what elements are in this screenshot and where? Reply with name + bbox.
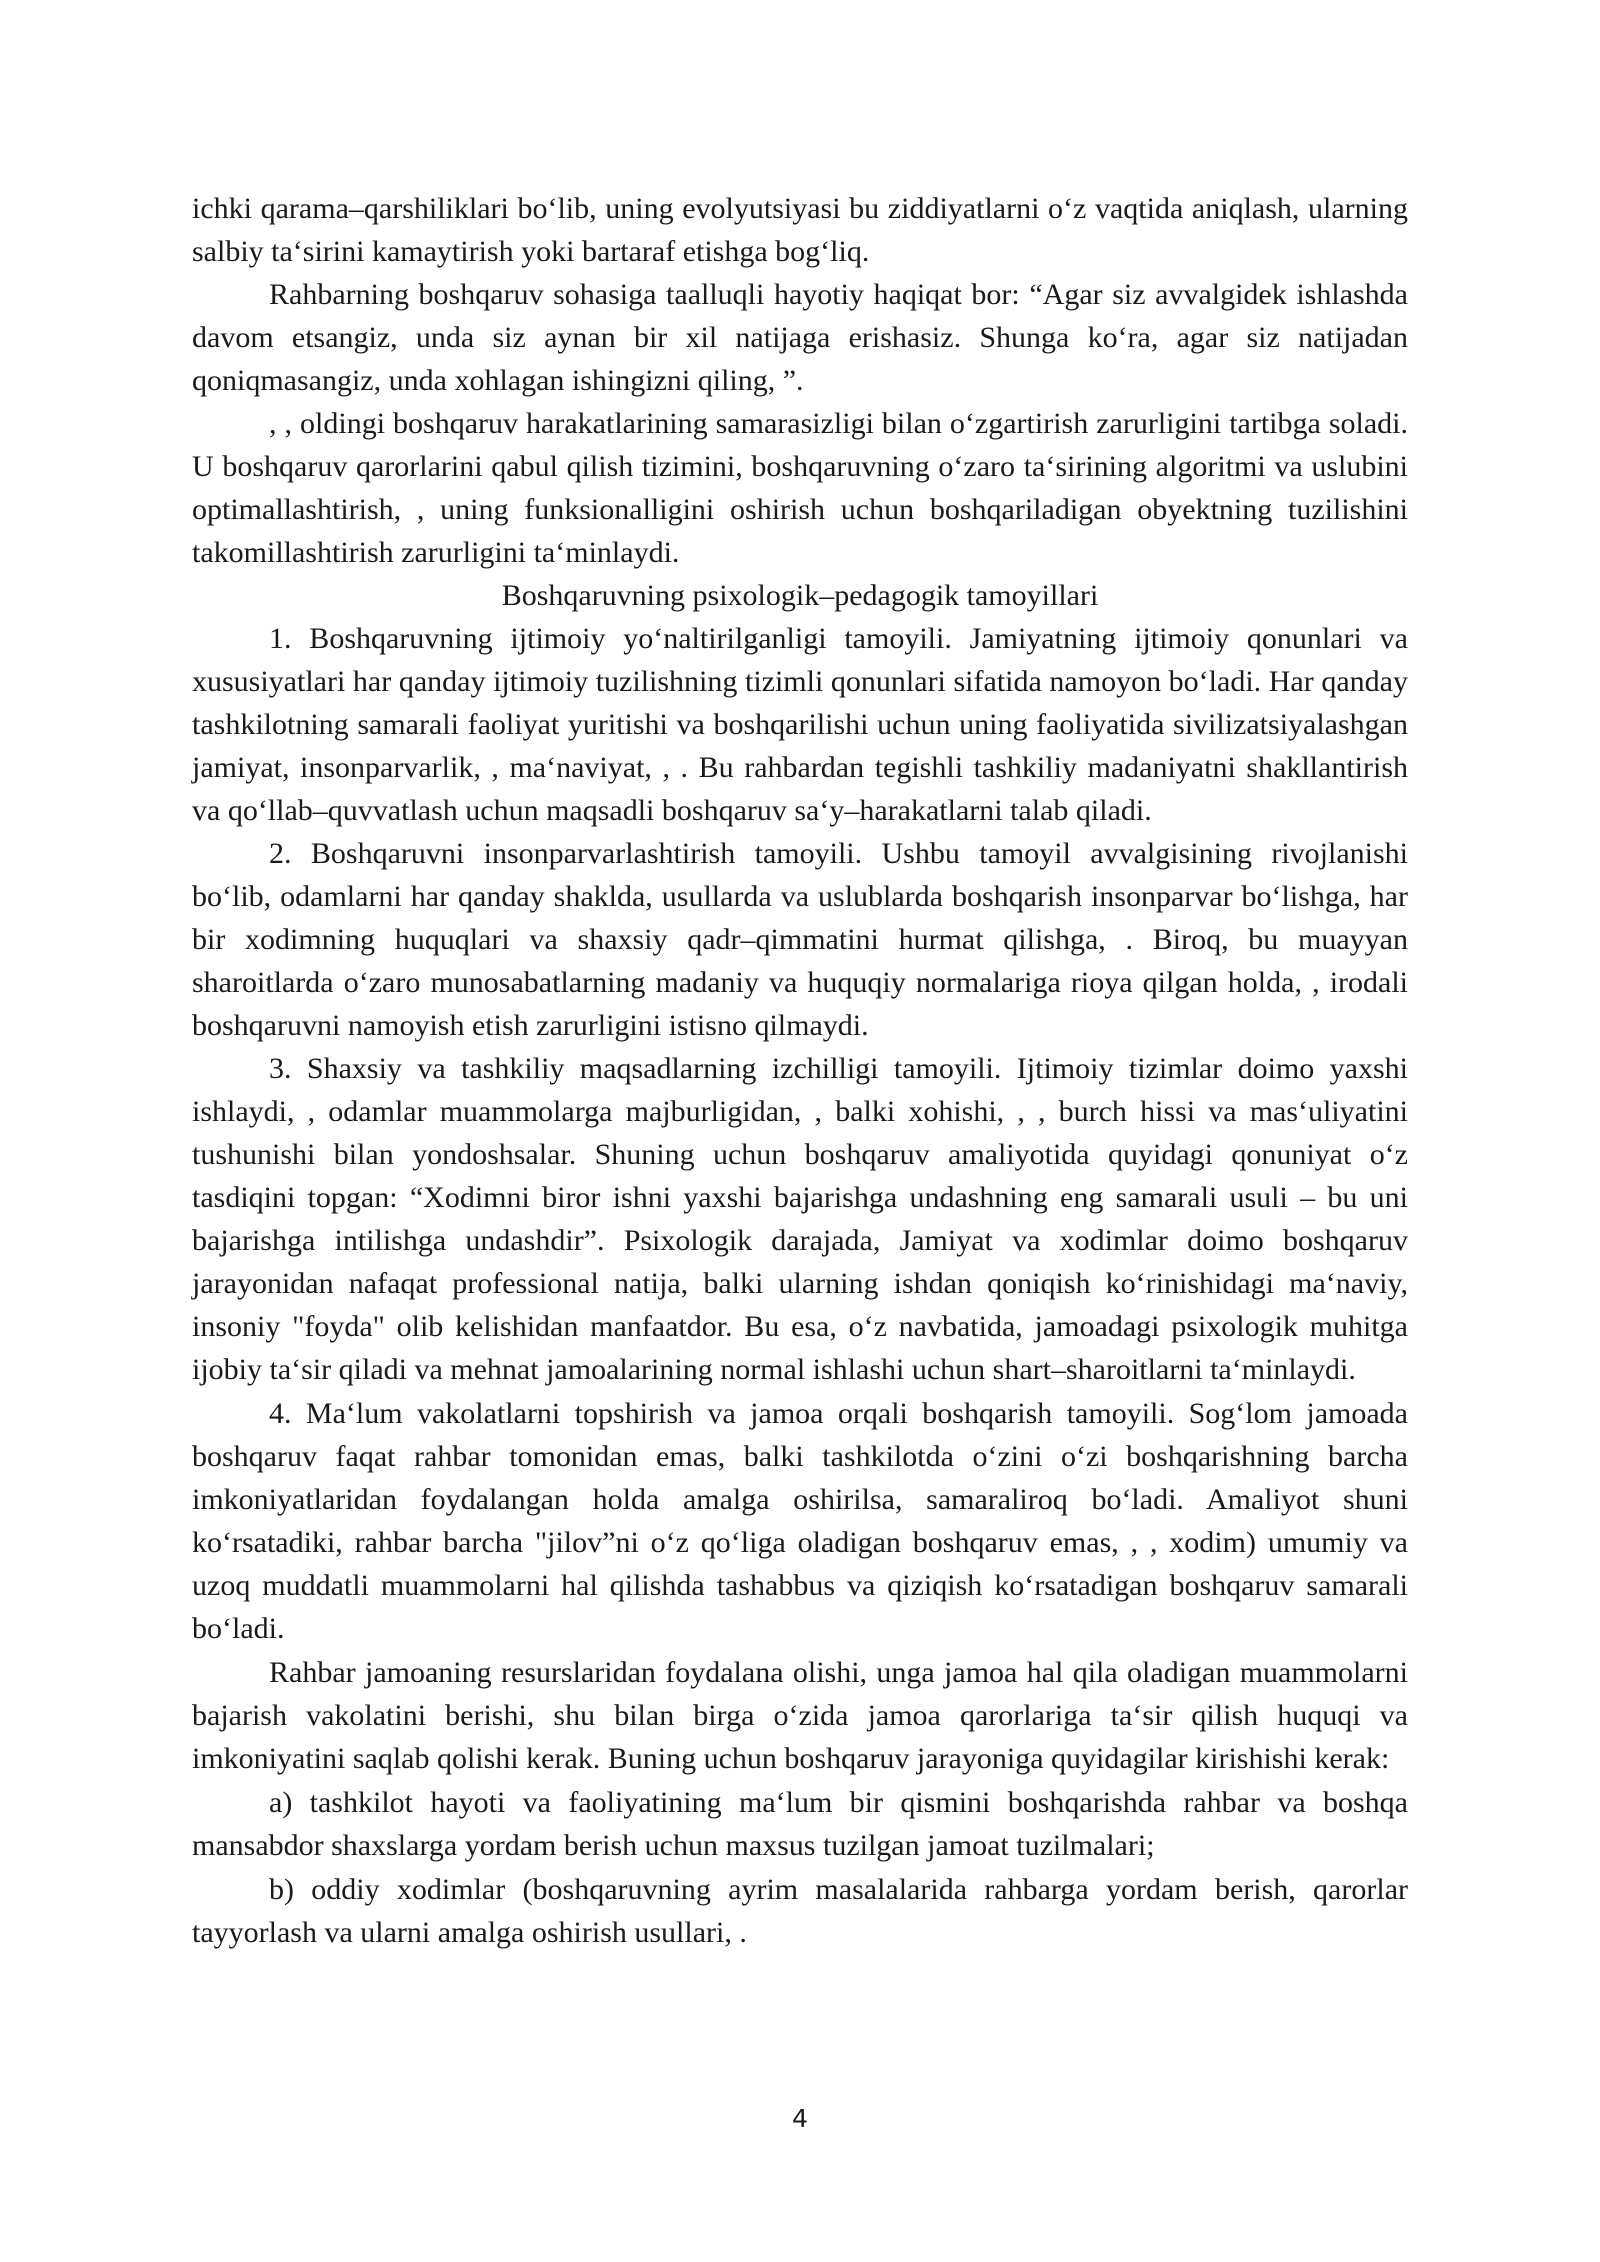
paragraph-leader-truth: Rahbarning boshqaruv sohasiga taalluqli hayotiy haqiqat bor: “Agar siz avvalgidek ishlashda davom etsangiz, unda siz aynan bir xil natijaga erishasiz. Shunga ko‘ra, agar siz natijadan qoniqmasangiz, unda xohlagan ishingizni qiling, ”. bbox=[192, 278, 1408, 397]
list-item-a: a) tashkilot hayoti va faoliyatining ma‘lum bir qismini boshqarishda rahbar va boshqa mansabdor shaxslarga yordam berish uchun maxsus tuzilgan jamoat tuzilmalari; bbox=[192, 1786, 1408, 1862]
paragraph-continuation: ichki qarama–qarshiliklari bo‘lib, uning evolyutsiyasi bu ziddiyatlarni o‘z vaqtida aniqlash, ularning salbiy ta‘sirini kamaytirish yoki bartaraf etishga bog‘liq. bbox=[192, 192, 1408, 268]
list-item-b: b) oddiy xodimlar (boshqaruvning ayrim masalalarida rahbarga yordam berish, qarorlar tayyorlash va ularni amalga oshirish usullari, . bbox=[192, 1873, 1408, 1949]
principle-1-paragraph: 1. Boshqaruvning ijtimoiy yo‘naltirilganligi tamoyili. Jamiyatning ijtimoiy qonunlari va xususiyatlari har qanday ijtimoiy tuzilishning tizimli qonunlari sifatida namoyon bo‘ladi. Har qanday tashkilotning samarali faoliyat yuritishi va boshqarilishi uchun uning faoliyatida sivilizatsiyalashgan jamiyat, insonparvarlik, , ma‘naviyat, , . Bu rahbardan tegishli tashkiliy madaniyatni shakllantirish va qo‘llab–quvvatlash uchun maqsadli boshqaruv sa‘y–harakatlarni talab qiladi. bbox=[192, 622, 1408, 827]
page-number: 4 bbox=[792, 2104, 808, 2133]
section-heading: Boshqaruvning psixologik–pedagogik tamoyillari bbox=[501, 579, 1099, 612]
principle-4-paragraph: 4. Ma‘lum vakolatlarni topshirish va jamoa orqali boshqarish tamoyili. Sog‘lom jamoada boshqaruv faqat rahbar tomonidan emas, balki tashkilotda o‘zini o‘zi boshqarishning barcha imkoniyatlaridan foydalangan holda amalga oshirilsa, samaraliroq bo‘ladi. Amaliyot shuni ko‘rsatadiki, rahbar barcha "jilov”ni o‘z qo‘liga oladigan boshqaruv emas, , , xodim) umumiy va uzoq muddatli muammolarni hal qilishda tashabbus va qiziqish ko‘rsatadigan boshqaruv samarali bo‘ladi. bbox=[192, 1397, 1408, 1645]
principle-2-paragraph: 2. Boshqaruvni insonparvarlashtirish tamoyili. Ushbu tamoyil avvalgisining rivojlanishi bo‘lib, odamlarni har qanday shaklda, usullarda va uslublarda boshqarish insonparvar bo‘lishga, har bir xodimning huquqlari va shaxsiy qadr–qimmatini hurmat qilishga, . Biroq, bu muayyan sharoitlarda o‘zaro munosabatlarning madaniy va huquqiy normalariga rioya qilgan holda, , irodali boshqaruvni namoyish etish zarurligini istisno qilmaydi. bbox=[192, 837, 1408, 1042]
paragraph-team-resources: Rahbar jamoaning resurslaridan foydalana olishi, unga jamoa hal qila oladigan muammolarni bajarish vakolatini berishi, shu bilan birga o‘zida jamoa qarorlariga ta‘sir qilish huquqi va imkoniyatini saqlab qolishi kerak. Buning uchun boshqaruv jarayoniga quyidagilar kirishishi kerak: bbox=[192, 1656, 1408, 1775]
paragraph-change-necessity: , , oldingi boshqaruv harakatlarining samarasizligi bilan o‘zgartirish zarurligini tartibga soladi. U boshqaruv qarorlarini qabul qilish tizimini, boshqaruvning o‘zaro ta‘sirining algoritmi va uslubini optimallashtirish, , uning funksionalligini oshirish uchun boshqariladigan obyektning tuzilishini takomillashtirish zarurligini ta‘minlaydi. bbox=[192, 407, 1408, 569]
page-body bbox=[192, 187, 1408, 1954]
principle-3-paragraph: 3. Shaxsiy va tashkiliy maqsadlarning izchilligi tamoyili. Ijtimoiy tizimlar doimo yaxshi ishlaydi, , odamlar muammolarga majburligidan, , balki xohishi, , , burch hissi va mas‘uliyatini tushunishi bilan yondoshsalar. Shuning uchun boshqaruv amaliyotida quyidagi qonuniyat o‘z tasdiqini topgan: “Xodimni biror ishni yaxshi bajarishga undashning eng samarali usuli – bu uni bajarishga intilishga undashdir”. Psixologik darajada, Jamiyat va xodimlar doimo boshqaruv jarayonidan nafaqat professional natija, balki ularning ishdan qoniqish ko‘rinishidagi ma‘naviy, insoniy "foyda" olib kelishidan manfaatdor. Bu esa, o‘z navbatida, jamoadagi psixologik muhitga ijobiy ta‘sir qiladi va mehnat jamoalarining normal ishlashi uchun shart–sharoitlarni ta‘minlaydi. bbox=[192, 1052, 1408, 1386]
